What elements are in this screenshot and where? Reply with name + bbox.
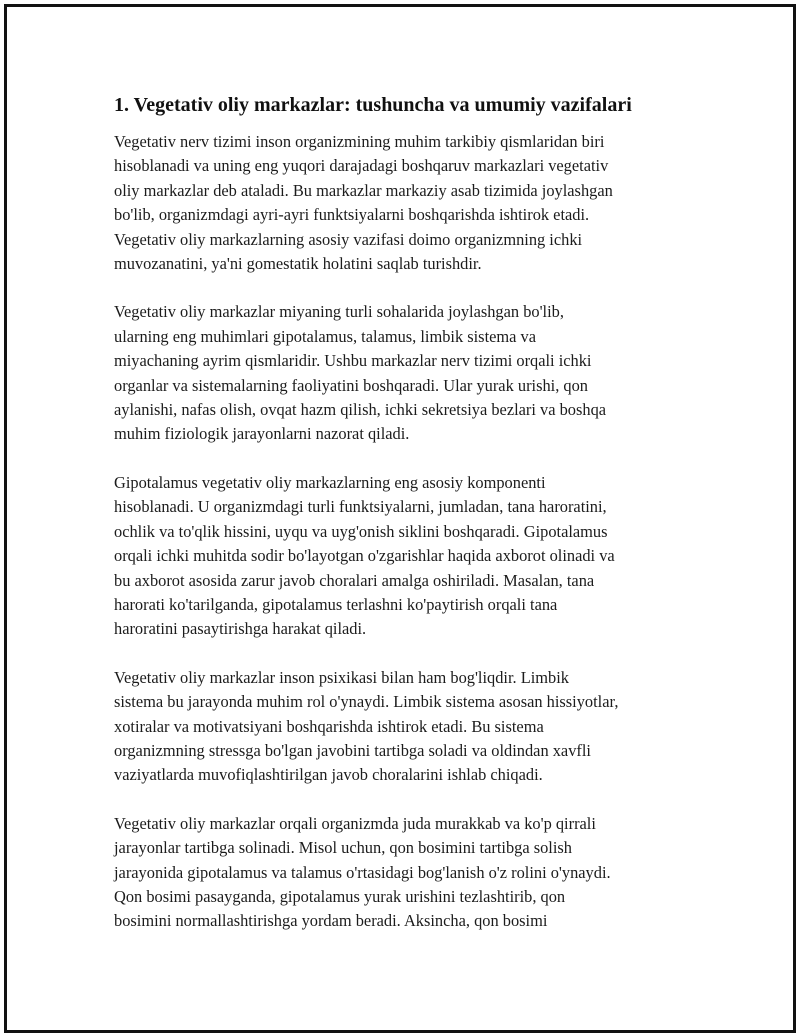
text-line: Qon bosimi pasayganda, gipotalamus yurak urishini tezlashtirib, qon — [114, 886, 566, 906]
text-line: ochlik va to'qlik hissini, uyqu va uyg'onish siklini boshqaradi. Gipotalamus — [114, 521, 608, 541]
text-line: oliy markazlar deb ataladi. Bu markazlar markaziy asab tizimida joylashgan — [114, 180, 613, 200]
text-line: haroratini pasaytirishga harakat qiladi. — [114, 619, 367, 639]
text-line: vaziyatlarda muvofiqlashtirilgan javob choralarini ishlab chiqadi. — [114, 765, 543, 785]
document-body — [114, 92, 694, 958]
paragraph-3 — [114, 471, 694, 642]
text-line: xotiralar va motivatsiyani boshqarishda ishtirok etadi. Bu sistema — [114, 716, 544, 736]
text-line: bosimini normallashtirishga yordam beradi. Aksincha, qon bosimi — [114, 911, 548, 931]
text-line: hisoblanadi. U organizmdagi turli funktsiyalarni, jumladan, tana haroratini, — [114, 497, 607, 517]
paragraph-2 — [114, 300, 694, 446]
text-line: Vegetativ oliy markazlar miyaning turli sohalarida joylashgan bo'lib, — [114, 302, 564, 322]
text-line: muhim fiziologik jarayonlarni nazorat qiladi. — [114, 424, 410, 444]
text-line: organizmning stressga bo'lgan javobini tartibga soladi va oldindan xavfli — [114, 740, 591, 760]
text-line: sistema bu jarayonda muhim rol o'ynaydi. Limbik sistema asosan hissiyotlar, — [114, 692, 619, 712]
paragraph-1 — [114, 130, 694, 276]
text-line: harorati ko'tarilganda, gipotalamus terlashni ko'paytirish orqali tana — [114, 594, 558, 614]
paragraph-4 — [114, 666, 694, 788]
text-line: orqali ichki muhitda sodir bo'layotgan o'zgarishlar haqida axborot olinadi va — [114, 546, 615, 566]
text-line: hisoblanadi va uning eng yuqori darajadagi boshqaruv markazlari vegetativ — [114, 156, 609, 176]
text-line: muvozanatini, ya'ni gomestatik holatini saqlab turishdir. — [114, 254, 482, 274]
text-line: jarayonida gipotalamus va talamus o'rtasidagi bog'lanish o'z rolini o'ynaydi. — [114, 862, 611, 882]
text-line: aylanishi, nafas olish, ovqat hazm qilish, ichki sekretsiya bezlari va boshqa — [114, 400, 607, 420]
text-line: Gipotalamus vegetativ oliy markazlarning eng asosiy komponenti — [114, 472, 546, 492]
text-line: Vegetativ oliy markazlarning asosiy vazifasi doimo organizmning ichki — [114, 229, 583, 249]
paragraph-5 — [114, 812, 694, 934]
text-line: Vegetativ nerv tizimi inson organizmining muhim tarkibiy qismlaridan biri — [114, 132, 605, 151]
text-line: jarayonlar tartibga solinadi. Misol uchun, qon bosimini tartibga solish — [114, 838, 572, 858]
text-line: bu axborot asosida zarur javob choralari amalga oshiriladi. Masalan, tana — [114, 570, 595, 590]
section-heading: 1. Vegetativ oliy markazlar: tushuncha va umumiy vazifalari — [114, 94, 632, 116]
text-line: ularning eng muhimlari gipotalamus, talamus, limbik sistema va — [114, 326, 536, 346]
text-line: Vegetativ oliy markazlar orqali organizmda juda murakkab va ko'p qirrali — [114, 813, 596, 833]
text-line: miyachaning ayrim qismlaridir. Ushbu markazlar nerv tizimi orqali ichki — [114, 351, 592, 371]
text-line: organlar va sistemalarning faoliyatini boshqaradi. Ular yurak urishi, qon — [114, 375, 588, 395]
text-line: Vegetativ oliy markazlar inson psixikasi bilan ham bog'liqdir. Limbik — [114, 667, 569, 687]
text-line: bo'lib, organizmdagi ayri-ayri funktsiyalarni boshqarishda ishtirok etadi. — [114, 205, 590, 225]
